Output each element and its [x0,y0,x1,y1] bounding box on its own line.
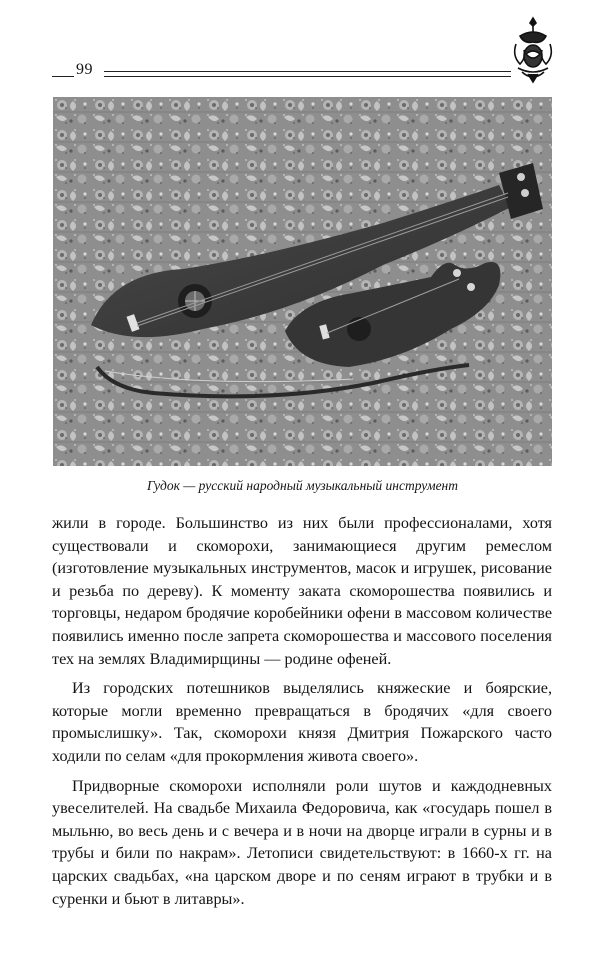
page-header [0,0,600,100]
header-rule-left [52,76,74,77]
figure-caption: Гудок — русский народный музыкальный инструмент [146,478,459,493]
instrument-photo [53,97,552,466]
header-rule [104,71,511,72]
paragraph-2: Из городских потешников выделялись княжеские и боярские, которые могли временно превращаться в бродячих «для своего промыслишку». Так, скоморохи князя Дмитрия Пожарского часто ходили по селам «для прокормления живота своего». [52,679,552,765]
page-number: 99 [76,61,93,78]
paragraph-1: жили в городе. Большинство из них были профессионалами, хотя существовали и скоморохи, занимающиеся другим ремеслом (изготовление музыкальных инструментов, масок и игрушек, рисование и резьба по дереву). К моменту заката скоморошества появились и торговцы, недаром бродячие коробейники офени в массовом количестве появились именно после запрета скоморошества и массового поселения тех на землях Владимирщины — родине офеней. [52,514,552,668]
paragraph-3: Придворные скоморохи исполняли роли шутов и каждодневных увеселителей. На свадьбе Михаила Федоровича, как «государь пошел в мыльню, во весь день и с вечера и в ночи на дворце играли в сурны и в трубы и били по накрам». Летописи свидетельствуют: в 1660-х гг. на царских свадьбах, «на царском дворе и по сеням играют в трубки и в суренки и бьют в литавры». [52,776,552,908]
body-text [52,512,552,917]
header-rule-lower [104,76,511,77]
gudok-photo-image [53,97,552,466]
heraldic-ornament-icon [508,14,558,84]
